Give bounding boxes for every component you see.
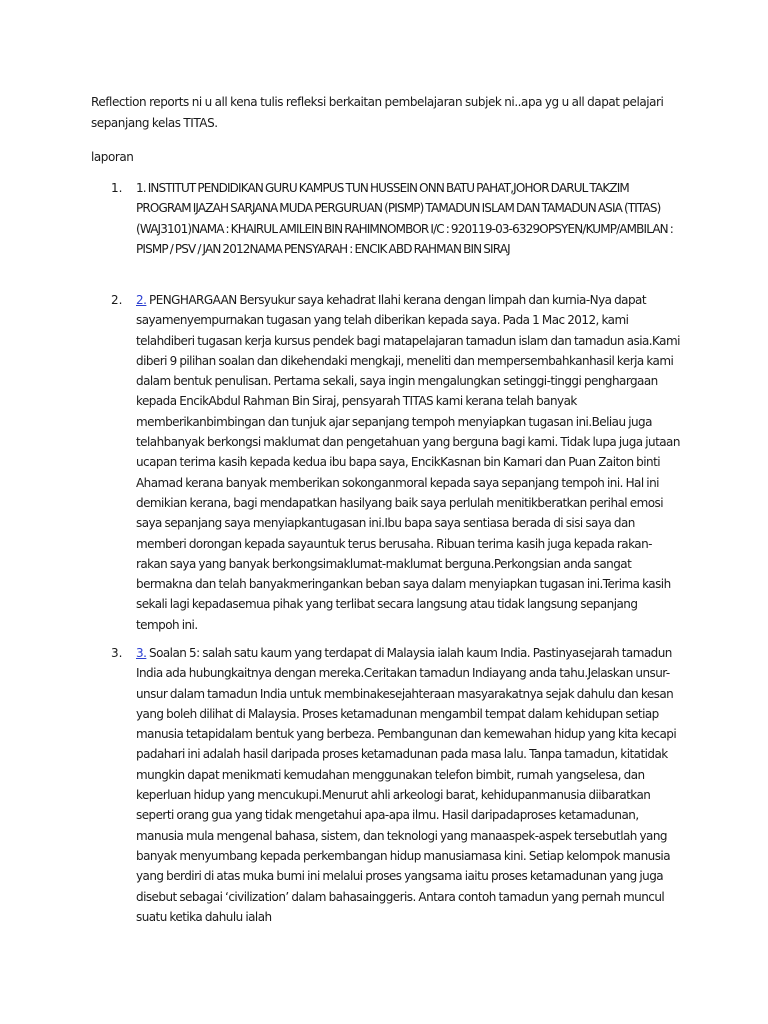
list-item-number: 2.: [111, 293, 123, 307]
reference-link[interactable]: 3.: [136, 646, 147, 660]
reference-link[interactable]: 2.: [136, 293, 147, 307]
list-item-number: 3.: [111, 646, 123, 660]
list-item-text: [136, 178, 681, 259]
list-item-text: [136, 290, 681, 635]
list-item-number: 1.: [111, 181, 123, 195]
section-heading: laporan: [91, 150, 134, 164]
item-text: Soalan 5: salah satu kaum yang terdapat di Malaysia ialah kaum India. Pastinyasejarah tamadun India ada hubungkaitnya dengan mereka.Ceritakan tamadun Indiayang anda tahu.Jelaskan unsur-unsur dalam tamadun India untuk membinakesejahteraan masyarakatnya sejak dahulu dan kesan yang boleh dilihat di Malaysia. Proses ketamadunan mengambil tempat dalam kehidupan setiap manusia tetapidalam bentuk yang berbeza. Pembangunan dan kemewahan hidup yang kita kecapi padahari ini adalah hasil daripada proses ketamadunan pada masa lalu. Tanpa tamadun, kitatidak mungkin dapat menikmati kemudahan menggunakan telefon bimbit, rumah yangselesa, dan keperluan hidup yang mencukupi.Menurut ahli arkeologi barat, kehidupanmanusia diibaratkan seperti orang gua yang tidak mengetahui apa-apa ilmu. Hasil daripadaproses ketamadunan, manusia mula mengenal bahasa, sistem, dan teknologi yang manaaspek-aspek tersebutlah yang banyak menyumbang kepada perkembangan hidup manusiamasa kini. Setiap kelompok manusia yang berdiri di atas muka bumi ini melalui proses yangsama iaitu proses ketamadunan yang juga disebut sebagai ‘civilization’ dalam bahasainggeris. Antara contoh tamadun yang pernah muncul suatu ketika dahulu ialah: [136, 646, 677, 924]
list-item-text: [136, 643, 681, 927]
intro-paragraph: Reflection reports ni u all kena tulis refleksi berkaitan pembelajaran subjek ni..apa yg u all dapat pelajari sepanjang kelas TITAS.: [91, 95, 664, 130]
item-text: 1. INSTITUT PENDIDIKAN GURU KAMPUS TUN HUSSEIN ONN BATU PAHAT,JOHOR DARUL TAKZIM PROGRAM IJAZAH SARJANA MUDA PERGURUAN (PISMP) TAMADUN ISLAM DAN TAMADUN ASIA (TITAS) (WAJ3101)NAMA : KHAIRUL AMILEIN BIN RAHIMNOMBOR I/C : 920119-03-6329OPSYEN/KUMP/AMBILAN : PISMP / PSV / JAN 2012NAMA PENSYARAH : ENCIK ABD RAHMAN BIN SIRAJ: [136, 181, 673, 256]
item-text: PENGHARGAAN Bersyukur saya kehadrat Ilahi kerana dengan limpah dan kurnia-Nya dapat sayamenyempurnakan tugasan yang telah diberikan kepada saya. Pada 1 Mac 2012, kami telahdiberi tugasan kerja kursus pendek bagi matapelajaran tamadun islam dan tamadun asia.Kami diberi 9 pilihan soalan dan dikehendaki mengkaji, meneliti dan mempersembahkanhasil kerja kami dalam bentuk penulisan. Pertama sekali, saya ingin mengalungkan setinggi-tinggi penghargaan kepada EncikAbdul Rahman Bin Siraj, pensyarah TITAS kami kerana telah banyak memberikanbimbingan dan tunjuk ajar sepanjang tempoh menyiapkan tugasan ini.Beliau juga telahbanyak berkongsi maklumat dan pengetahuan yang berguna bagi kami. Tidak lupa juga jutaan ucapan terima kasih kepada kedua ibu bapa saya, EncikKasnan bin Kamari dan Puan Zaiton binti Ahamad kerana banyak memberikan sokonganmoral kepada saya sepanjang tempoh ini. Hal ini demikian kerana, bagi mendapatkan hasilyang baik saya perlulah menitikberatkan perihal emosi saya sepanjang saya menyiapkantugasan ini.Ibu bapa saya sentiasa berada di sisi saya dan memberi dorongan kepada sayauntuk terus berusaha. Ribuan terima kasih juga kepada rakan-rakan saya yang banyak berkongsimaklumat-maklumat berguna.Perkongsian anda sangat bermakna dan telah banyakmeringankan beban saya dalam menyiapkan tugasan ini.Terima kasih sekali lagi kepadasemua pihak yang terlibat secara langsung atau tidak langsung sepanjang tempoh ini.: [136, 293, 680, 632]
